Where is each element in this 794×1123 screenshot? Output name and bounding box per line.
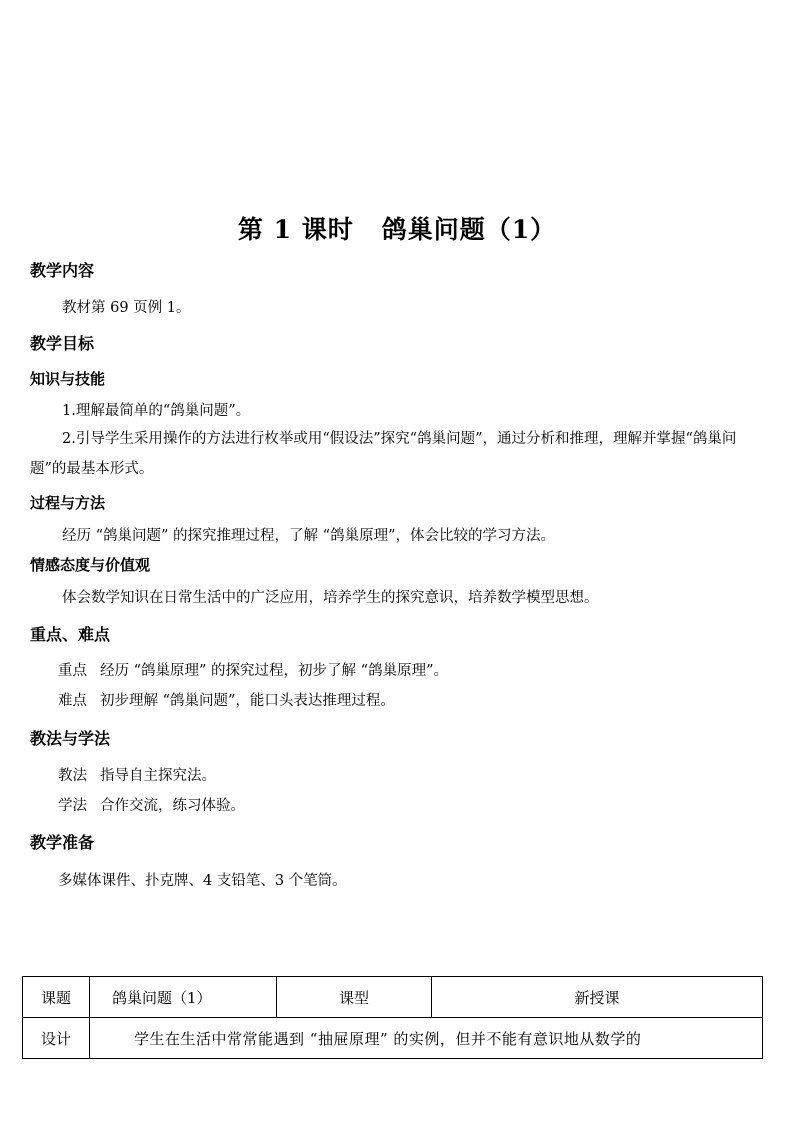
teach-text: 指导自主探究法。 [100, 768, 216, 784]
key-label: 重点 [58, 663, 87, 679]
difficult-label: 难点 [58, 693, 87, 709]
difficult-point [58, 689, 395, 710]
goals-heading: 教学目标 [30, 334, 95, 353]
design-label-cell: 设计 [23, 1018, 90, 1059]
method-heading: 教法与学法 [30, 729, 111, 748]
key-heading: 重点、难点 [30, 625, 111, 644]
topic-label-cell: 课题 [23, 977, 90, 1018]
lesson-number: 第 1 课时 [237, 215, 354, 244]
teach-label: 教法 [58, 768, 87, 784]
prep-heading: 教学准备 [30, 833, 95, 852]
lesson-title [0, 210, 794, 246]
knowledge-item-1: 1.理解最简单的“鸽巢问题”。 [62, 403, 251, 419]
prep-text: 多媒体课件、扑克牌、4 支铅笔、3 个笔筒。 [58, 873, 347, 889]
knowledge-item-2: 2.引导学生采用操作的方法进行枚举或用“假设法”探究“鸽巢问题”，通过分析和推理，理解并掌握“鸽巢问题”的最基本形式。 [30, 431, 737, 477]
learn-text: 合作交流，练习体验。 [100, 798, 245, 814]
learn-label: 学法 [58, 798, 87, 814]
process-heading: 过程与方法 [30, 494, 106, 512]
key-text: 经历 “鸽巢原理” 的探究过程，初步了解 “鸽巢原理”。 [100, 663, 448, 679]
content-heading: 教学内容 [30, 261, 95, 280]
process-text: 经历 “鸽巢问题” 的探究推理过程，了解 “鸽巢原理”，体会比较的学习方法。 [62, 528, 555, 544]
design-text-cell: 学生在生活中常常能遇到 “抽屉原理” 的实例，但并不能有意识地从数学的 [90, 1018, 763, 1059]
difficult-text: 初步理解 “鸽巢问题”，能口头表达推理过程。 [100, 693, 395, 709]
lesson-table [22, 976, 763, 1059]
type-label-cell: 课型 [277, 977, 432, 1018]
table-row [23, 977, 763, 1018]
teach-method [58, 764, 216, 785]
topic-value-cell: 鸽巢问题（1） [90, 977, 277, 1018]
emotion-heading: 情感态度与价值观 [30, 556, 151, 574]
lesson-topic: 鸽巢问题（1） [381, 215, 557, 244]
learn-method [58, 794, 245, 815]
table-row [23, 1018, 763, 1059]
knowledge-heading: 知识与技能 [30, 370, 106, 388]
content-text: 教材第 69 页例 1。 [62, 300, 191, 316]
type-value-cell: 新授课 [432, 977, 763, 1018]
emotion-text: 体会数学知识在日常生活中的广泛应用，培养学生的探究意识，培养数学模型思想。 [62, 590, 599, 606]
key-point [58, 659, 448, 680]
